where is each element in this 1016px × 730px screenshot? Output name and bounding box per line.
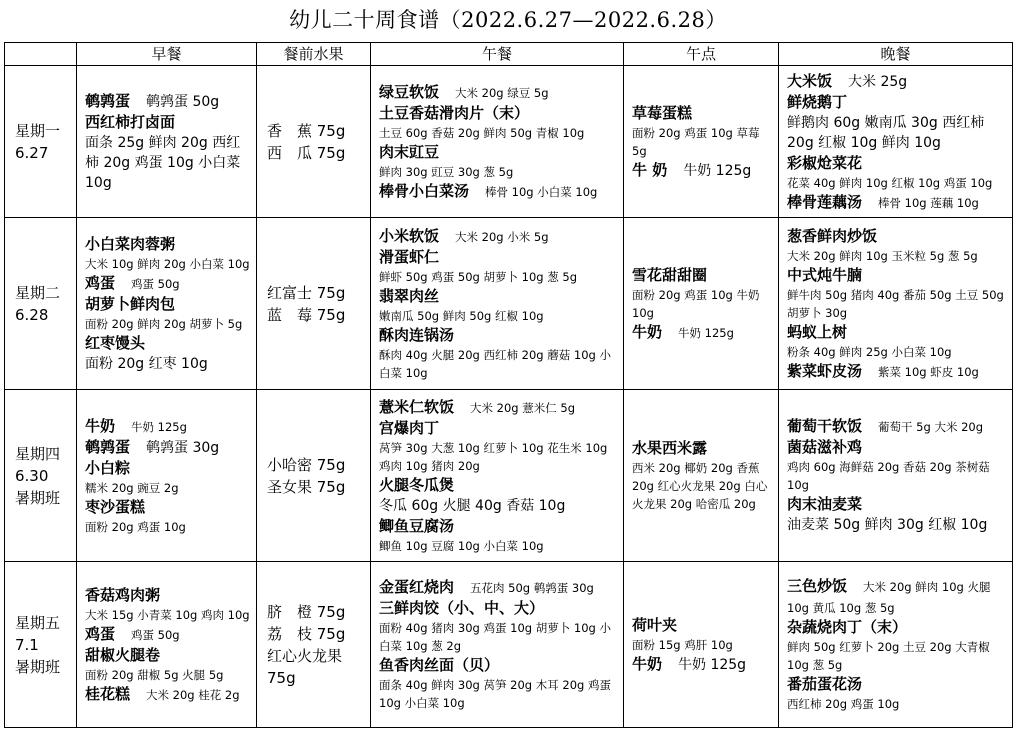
fruit-item: 红富士 75g	[267, 283, 346, 302]
dish-ingredients: 面粉 20g 鲜肉 20g 胡萝卜 5g	[85, 316, 243, 331]
snack-cell	[624, 562, 779, 728]
page-title: 幼儿二十周食谱（2022.6.27—2022.6.28）	[289, 8, 727, 32]
dish-ingredients: 糯米 20g 豌豆 2g	[85, 480, 179, 495]
dish-ingredients: 面条 25g 鲜肉 20g 西红柿 20g 鸡蛋 10g 小白菜 10g	[85, 134, 241, 191]
lunch-item	[379, 226, 617, 247]
lunch-cell	[371, 390, 624, 562]
snack-cell	[624, 66, 779, 218]
dish-ingredients: 鲜牛肉 50g 猪肉 40g 番茄 50g 土豆 50g 胡萝卜 30g	[787, 287, 1004, 320]
dish-ingredients: 面粉 20g 红枣 10g	[85, 355, 208, 372]
dish-name: 宫爆肉丁	[379, 418, 440, 437]
breakfast-item	[85, 437, 250, 458]
dinner-cell	[779, 66, 1013, 218]
dish-ingredients: 面粉 20g 鸡蛋 10g 牛奶 10g	[632, 287, 760, 320]
dinner-cell	[779, 390, 1013, 562]
dish-ingredients: 大米 25g	[848, 73, 908, 90]
day-label: 星期五	[15, 613, 61, 632]
dinner-item	[787, 153, 1006, 192]
dish-name: 枣沙蛋糕	[85, 497, 146, 516]
dish-ingredients: 五花肉 50g 鹌鹑蛋 30g	[470, 581, 594, 595]
dish-name: 紫菜虾皮汤	[787, 361, 863, 380]
day-label: 7.1	[15, 635, 39, 654]
fruit-item: 红心火龙果	[267, 646, 343, 665]
dinner-item	[787, 92, 1006, 153]
dish-ingredients: 鲫鱼 10g 豆腐 10g 小白菜 10g	[379, 538, 544, 553]
dish-name: 香菇鸡肉粥	[85, 585, 161, 604]
dish-ingredients: 西米 20g 椰奶 20g 香蕉 20g 红心火龙果 20g 白心火龙果 20g 哈密瓜 20g	[632, 461, 768, 511]
header-day	[5, 43, 77, 66]
dish-ingredients: 面粉 20g 鸡蛋 10g	[85, 519, 186, 534]
dish-name: 牛奶	[632, 654, 663, 673]
snack-item	[632, 103, 772, 160]
snack-cell	[624, 218, 779, 390]
header-snack: 午点	[624, 43, 779, 66]
dish-name: 绿豆软饭	[379, 82, 440, 101]
dish-name: 滑蛋虾仁	[379, 247, 440, 266]
snack-item	[632, 654, 772, 675]
day-label: 6.28	[15, 305, 49, 324]
dish-ingredients: 油麦菜 50g 鲜肉 30g 红椒 10g	[787, 517, 988, 533]
dish-name: 葡萄干软饭	[787, 417, 863, 435]
dish-ingredients: 大米 20g 薏米仁 5g	[470, 400, 576, 415]
fruit-item: 75g	[267, 668, 296, 687]
dish-name: 大米饭	[787, 71, 833, 90]
dish-name: 鸡蛋	[85, 273, 116, 292]
fruit-item: 西 瓜 75g	[267, 143, 346, 162]
dinner-item	[787, 494, 1006, 535]
dish-ingredients: 鹌鹑蛋 30g	[146, 439, 220, 456]
header-fruit: 餐前水果	[257, 43, 371, 66]
dish-ingredients: 面粉 40g 猪肉 30g 鸡蛋 10g 胡萝卜 10g 小白菜 10g 葱 2g	[379, 621, 611, 653]
dinner-item	[787, 265, 1006, 322]
dinner-item	[787, 226, 1006, 265]
breakfast-item	[85, 684, 250, 705]
snack-item	[632, 615, 772, 654]
dish-name: 西红柿打卤面	[85, 112, 176, 131]
dish-name: 小白粽	[85, 458, 131, 477]
dish-ingredients: 西红柿 20g 鸡蛋 10g	[787, 697, 900, 711]
dish-name: 肉末油麦菜	[787, 495, 863, 513]
dish-name: 棒骨莲藕汤	[787, 192, 863, 211]
lunch-item	[379, 325, 617, 382]
dish-name: 胡萝卜鲜肉包	[85, 294, 176, 313]
fruit-cell	[257, 390, 371, 562]
dish-name: 棒骨小白菜汤	[379, 181, 470, 200]
breakfast-item	[85, 112, 250, 193]
dish-ingredients: 紫菜 10g 虾皮 10g	[878, 364, 979, 379]
dish-ingredients: 牛奶 125g	[678, 656, 747, 673]
dish-ingredients: 冬瓜 60g 火腿 40g 香菇 10g	[379, 497, 566, 514]
day-cell	[5, 66, 77, 218]
lunch-item	[379, 516, 617, 555]
dish-ingredients: 大米 15g 小青菜 10g 鸡肉 10g	[85, 607, 250, 622]
breakfast-item	[85, 294, 250, 333]
breakfast-item	[85, 333, 250, 374]
day-cell	[5, 390, 77, 562]
day-label: 星期四	[15, 444, 61, 463]
lunch-item	[379, 418, 617, 475]
dish-name: 鸡蛋	[85, 624, 116, 643]
lunch-item	[379, 181, 617, 202]
dish-ingredients: 花菜 40g 鲜肉 10g 红椒 10g 鸡蛋 10g	[787, 175, 993, 190]
day-label: 暑期班	[15, 657, 61, 676]
menu-row	[5, 390, 1013, 562]
snack-item	[632, 438, 772, 513]
dish-name: 薏米仁软饭	[379, 397, 455, 416]
dish-name: 鹌鹑蛋	[85, 91, 131, 110]
menu-row	[5, 218, 1013, 390]
lunch-item	[379, 103, 617, 142]
header-dinner: 晚餐	[779, 43, 1013, 66]
lunch-item	[379, 142, 617, 181]
dish-ingredients: 牛奶 125g	[683, 162, 752, 179]
dish-name: 红枣馒头	[85, 333, 146, 352]
dish-name: 牛奶	[632, 322, 663, 341]
dish-name: 中式炖牛腩	[787, 265, 863, 284]
dish-name: 雪花甜甜圈	[632, 265, 708, 284]
fruit-item: 小哈密 75g	[267, 455, 346, 474]
dish-name: 鱼香肉丝面（贝）	[379, 656, 500, 674]
dish-ingredients: 鲜鹅肉 60g 嫩南瓜 30g 西红柿 20g 红椒 10g 鲜肉 10g	[787, 114, 985, 151]
dish-ingredients: 面粉 20g 甜椒 5g 火腿 5g	[85, 667, 224, 682]
dish-name: 甜椒火腿卷	[85, 645, 161, 664]
dish-name: 牛奶	[85, 416, 116, 435]
dish-ingredients: 棒骨 10g 小白菜 10g	[485, 184, 598, 199]
day-label: 星期二	[15, 283, 61, 302]
lunch-item	[379, 655, 617, 712]
breakfast-item	[85, 416, 250, 437]
dish-ingredients: 鲜肉 30g 豇豆 30g 葱 5g	[379, 164, 514, 179]
breakfast-cell	[77, 562, 257, 728]
dish-ingredients: 莴笋 30g 大葱 10g 红萝卜 10g 花生米 10g 鸡肉 10g 猪肉 20g	[379, 440, 608, 473]
lunch-item	[379, 82, 617, 103]
snack-item	[632, 322, 772, 343]
dish-ingredients: 大米 20g 桂花 2g	[146, 687, 240, 702]
dish-name: 金蛋红烧肉	[379, 578, 455, 596]
dish-ingredients: 鲜肉 50g 红萝卜 20g 土豆 20g 大青椒 10g 葱 5g	[787, 640, 990, 672]
day-cell	[5, 562, 77, 728]
dish-name: 桂花糕	[85, 684, 131, 703]
breakfast-item	[85, 497, 250, 536]
dish-ingredients: 牛奶 125g	[678, 325, 734, 340]
header-lunch: 午餐	[371, 43, 624, 66]
fruit-item: 香 蕉 75g	[267, 121, 346, 140]
dish-ingredients: 大米 20g 鲜肉 10g 玉米粒 5g 葱 5g	[787, 248, 978, 263]
fruit-cell	[257, 562, 371, 728]
day-cell	[5, 218, 77, 390]
dinner-item	[787, 576, 1006, 617]
lunch-cell	[371, 66, 624, 218]
lunch-item	[379, 397, 617, 418]
dish-ingredients: 面粉 20g 鸡蛋 10g 草莓 5g	[632, 125, 760, 158]
menu-row	[5, 66, 1013, 218]
dish-ingredients: 棒骨 10g 莲藕 10g	[878, 195, 979, 210]
dish-ingredients: 面条 40g 鲜肉 30g 莴笋 20g 木耳 20g 鸡蛋 10g 小白菜 10g	[379, 678, 611, 710]
dish-ingredients: 大米 10g 鲜肉 20g 小白菜 10g	[85, 256, 250, 271]
snack-item	[632, 265, 772, 322]
menu-row	[5, 562, 1013, 728]
lunch-cell	[371, 562, 624, 728]
dish-name: 彩椒炝菜花	[787, 153, 863, 172]
dish-name: 荷叶夹	[632, 615, 678, 634]
dinner-cell	[779, 218, 1013, 390]
dinner-item	[787, 416, 1006, 437]
dish-name: 小白菜肉蓉粥	[85, 234, 176, 253]
dinner-cell	[779, 562, 1013, 728]
dish-name: 酥肉连锅汤	[379, 325, 455, 344]
breakfast-cell	[77, 66, 257, 218]
dish-name: 牛 奶	[632, 160, 668, 179]
day-label: 暑期班	[15, 488, 61, 507]
dish-ingredients: 大米 20g 绿豆 5g	[455, 85, 549, 100]
dinner-item	[787, 361, 1006, 382]
day-label: 6.30	[15, 466, 49, 485]
dish-name: 鹌鹑蛋	[85, 437, 131, 456]
fruit-item: 圣女果 75g	[267, 477, 346, 496]
dish-ingredients: 酥肉 40g 火腿 20g 西红柿 20g 蘑菇 10g 小白菜 10g	[379, 347, 611, 380]
dinner-item	[787, 617, 1006, 674]
dinner-item	[787, 71, 1006, 92]
day-label: 星期一	[15, 121, 61, 140]
dish-name: 蚂蚁上树	[787, 322, 848, 341]
lunch-cell	[371, 218, 624, 390]
breakfast-item	[85, 91, 250, 112]
dish-ingredients: 鹌鹑蛋 50g	[146, 93, 220, 110]
header-breakfast: 早餐	[77, 43, 257, 66]
dish-name: 三色炒饭	[787, 577, 848, 595]
dish-name: 小米软饭	[379, 226, 440, 245]
dinner-item	[787, 192, 1006, 213]
dish-name: 葱香鲜肉炒饭	[787, 226, 878, 245]
fruit-item: 脐 橙 75g	[267, 602, 346, 621]
dish-name: 杂蔬烧肉丁（末）	[787, 618, 908, 636]
breakfast-item	[85, 585, 250, 624]
dish-ingredients: 鲜虾 50g 鸡蛋 50g 胡萝卜 10g 葱 5g	[379, 269, 578, 284]
dish-ingredients: 鸡蛋 50g	[131, 276, 180, 291]
lunch-item	[379, 286, 617, 325]
dish-ingredients: 鸡蛋 50g	[131, 627, 180, 642]
dish-ingredients: 土豆 60g 香菇 20g 鲜肉 50g 青椒 10g	[379, 125, 585, 140]
lunch-item	[379, 577, 617, 598]
dish-name: 鲜烧鹅丁	[787, 92, 848, 111]
fruit-item: 荔 枝 75g	[267, 624, 346, 643]
dish-ingredients: 牛奶 125g	[131, 419, 187, 434]
snack-cell	[624, 390, 779, 562]
dish-name: 三鲜肉饺（小、中、大）	[379, 599, 545, 617]
day-label: 6.27	[15, 143, 49, 162]
dish-name: 土豆香菇滑肉片（末）	[379, 103, 530, 122]
lunch-item	[379, 247, 617, 286]
dish-ingredients: 大米 20g 小米 5g	[455, 229, 549, 244]
dish-name: 番茄蛋花汤	[787, 675, 863, 693]
dish-name: 肉末豇豆	[379, 142, 440, 161]
menu-table	[4, 42, 1013, 728]
snack-item	[632, 160, 772, 181]
dish-ingredients: 鸡肉 60g 海鲜菇 20g 香菇 20g 茶树菇 10g	[787, 460, 990, 492]
dish-ingredients: 粉条 40g 鲜肉 25g 小白菜 10g	[787, 344, 952, 359]
dinner-item	[787, 437, 1006, 494]
fruit-cell	[257, 66, 371, 218]
dish-name: 翡翠肉丝	[379, 286, 440, 305]
header-row	[5, 43, 1013, 66]
breakfast-cell	[77, 218, 257, 390]
breakfast-item	[85, 624, 250, 645]
breakfast-cell	[77, 390, 257, 562]
dinner-item	[787, 322, 1006, 361]
dinner-item	[787, 674, 1006, 713]
dish-ingredients: 大米 20g 鲜肉 10g 火腿 10g 黄瓜 10g 葱 5g	[787, 580, 991, 615]
dish-name: 水果西米露	[632, 439, 708, 457]
dish-name: 鲫鱼豆腐汤	[379, 516, 455, 535]
fruit-item: 蓝 莓 75g	[267, 305, 346, 324]
dish-ingredients: 嫩南瓜 50g 鲜肉 50g 红椒 10g	[379, 308, 544, 323]
dish-name: 菌菇滋补鸡	[787, 438, 863, 456]
dish-name: 火腿冬瓜煲	[379, 475, 455, 494]
dish-name: 草莓蛋糕	[632, 103, 693, 122]
dish-ingredients: 葡萄干 5g 大米 20g	[878, 420, 984, 434]
lunch-item	[379, 598, 617, 655]
breakfast-item	[85, 458, 250, 497]
breakfast-item	[85, 273, 250, 294]
dish-ingredients: 面粉 15g 鸡肝 10g	[632, 637, 733, 652]
fruit-cell	[257, 218, 371, 390]
lunch-item	[379, 475, 617, 516]
breakfast-item	[85, 645, 250, 684]
breakfast-item	[85, 234, 250, 273]
